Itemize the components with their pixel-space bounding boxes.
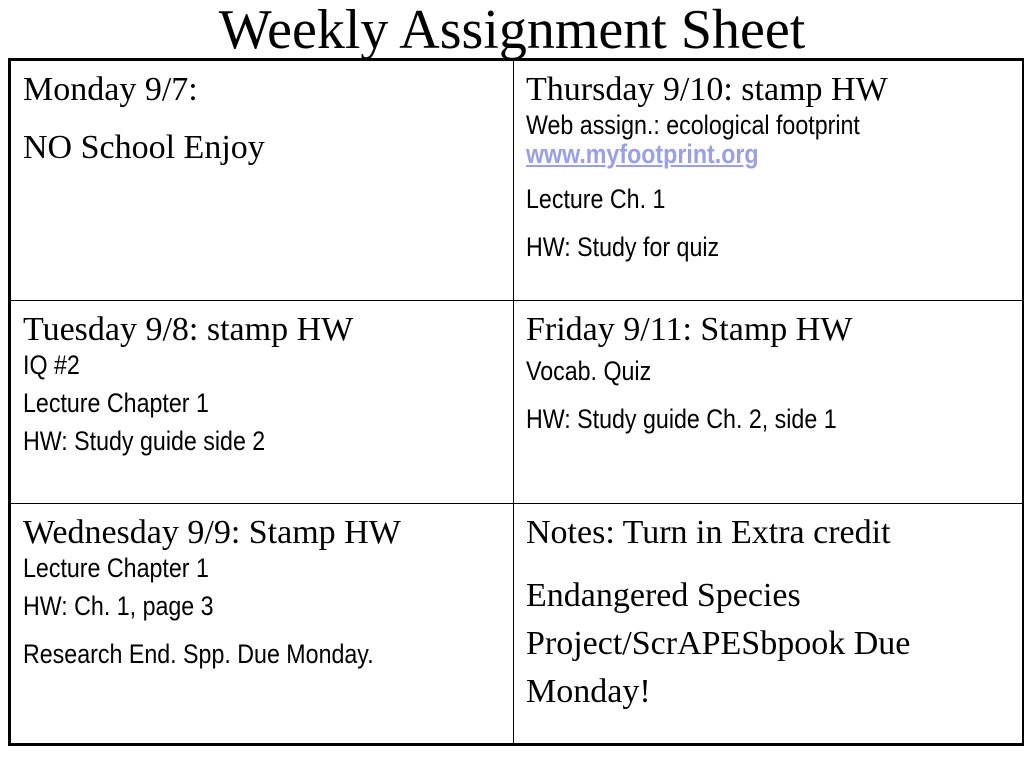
thursday-hw: HW: Study for quiz	[526, 232, 720, 262]
thursday-lecture: Lecture Ch. 1	[526, 184, 666, 214]
table-row	[10, 60, 1024, 301]
tuesday-cell	[10, 301, 514, 504]
wednesday-cell	[10, 504, 514, 745]
thursday-heading: Thursday 9/10: stamp HW	[526, 71, 888, 108]
monday-note: NO School Enjoy	[23, 129, 265, 166]
tuesday-hw: HW: Study guide side 2	[23, 426, 266, 456]
table-row	[10, 301, 1024, 504]
tuesday-iq: IQ #2	[23, 350, 80, 380]
wednesday-hw: HW: Ch. 1, page 3	[23, 591, 214, 621]
thursday-web-assign: Web assign.: ecological footprint	[526, 110, 860, 140]
table-row	[10, 504, 1024, 745]
notes-body: Endangered Species Project/ScrAPESbpook Due Monday!	[526, 577, 911, 710]
friday-quiz: Vocab. Quiz	[526, 356, 652, 386]
monday-heading: Monday 9/7:	[23, 71, 198, 108]
footprint-link[interactable]: www.myfootprint.org	[526, 139, 759, 169]
wednesday-lecture: Lecture Chapter 1	[23, 553, 209, 583]
friday-heading: Friday 9/11: Stamp HW	[526, 311, 853, 348]
friday-cell	[514, 301, 1024, 504]
assignment-table	[8, 58, 1024, 746]
notes-heading: Notes: Turn in Extra credit	[526, 514, 891, 551]
wednesday-research: Research End. Spp. Due Monday.	[23, 639, 374, 669]
page-title: Weekly Assignment Sheet	[218, 0, 806, 61]
tuesday-heading: Tuesday 9/8: stamp HW	[23, 311, 354, 348]
tuesday-lecture: Lecture Chapter 1	[23, 388, 209, 418]
thursday-cell	[514, 60, 1024, 301]
friday-hw: HW: Study guide Ch. 2, side 1	[526, 404, 837, 434]
wednesday-heading: Wednesday 9/9: Stamp HW	[23, 514, 401, 551]
notes-cell	[514, 504, 1024, 745]
monday-cell	[10, 60, 514, 301]
